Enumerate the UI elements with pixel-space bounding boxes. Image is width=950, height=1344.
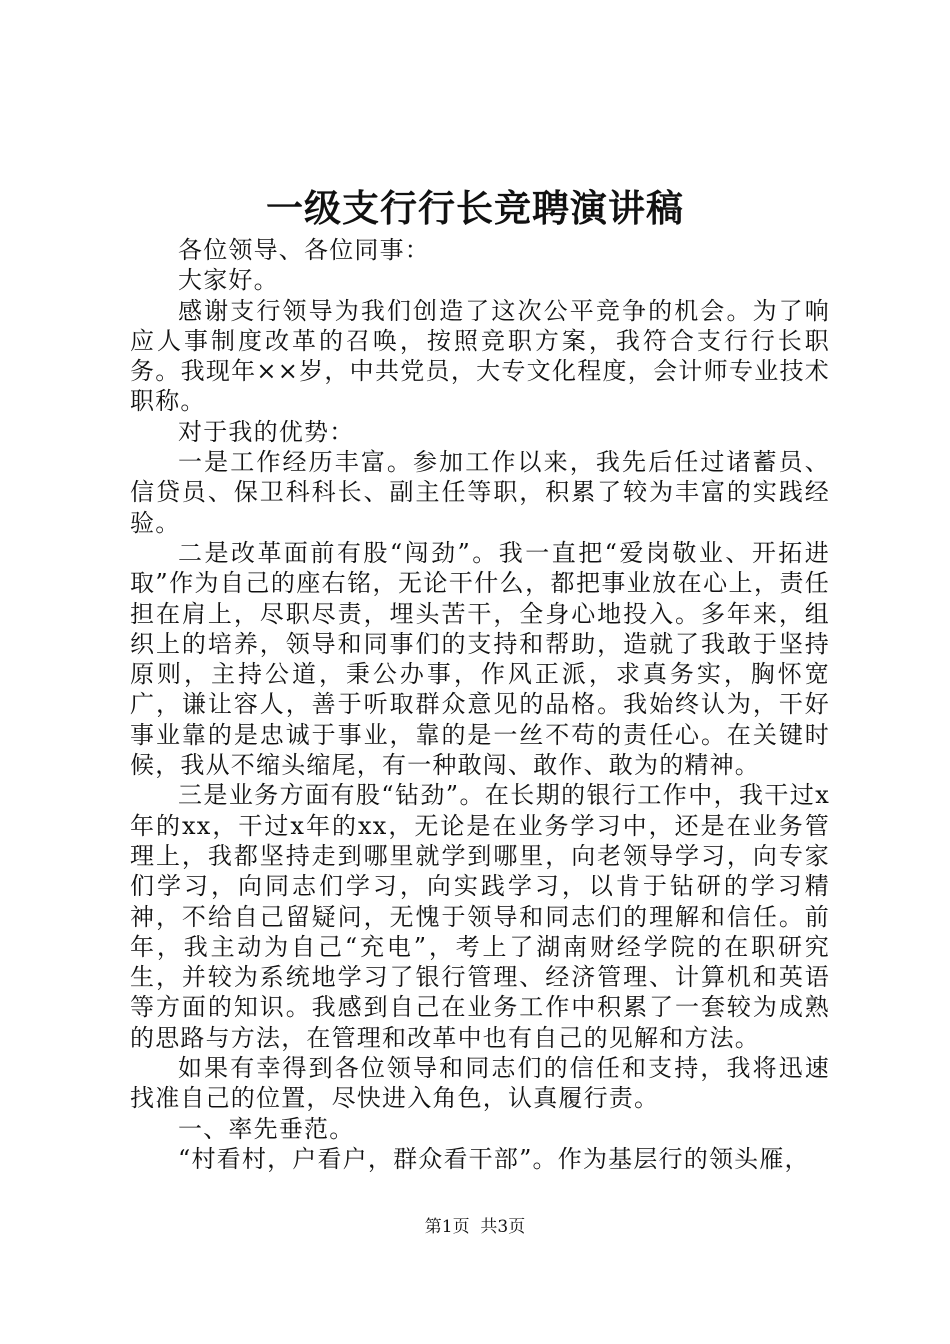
paragraph-advantage-two: 二是改革面前有股“闯劲”。我一直把“爱岗敬业、开拓进取”作为自己的座右铭，无论干什么，都把事业放在心上，责任担在肩上，尽职尽责，埋头苦干，全身心地投入。多年来，组织上的培养，领导和同事们的支持和帮助，造就了我敢于坚持原则，主持公道，秉公办事，作风正派，求真务实，胸怀宽广，谦让容人，善于听取群众意见的品格。我始终认为，干好事业靠的是忠诚于事业，靠的是一丝不苟的责任心。在关键时候，我从不缩头缩尾，有一种敢闯、敢作、敢为的精神。	[130, 538, 830, 780]
paragraph-commitment: 如果有幸得到各位领导和同志们的信任和支持，我将迅速找准自己的位置，尽快进入角色，认真履行责。	[130, 1054, 830, 1113]
paragraph-section-heading-one: 一、率先垂范。	[178, 1114, 355, 1143]
document-body	[130, 235, 830, 1174]
paragraph-section-one-text: “村看村，户看户，群众看干部”。作为基层行的领头雁，	[178, 1144, 810, 1173]
page-number: 第1页 共3页	[424, 1217, 526, 1237]
page-footer	[0, 1214, 950, 1240]
paragraph-greeting: 大家好。	[178, 266, 279, 295]
paragraph-advantage-one: 一是工作经历丰富。参加工作以来，我先后任过诸蓄员、信贷员、保卫科科长、副主任等职，积累了较为丰富的实践经验。	[130, 448, 830, 537]
paragraph-advantages-heading: 对于我的优势：	[178, 417, 355, 446]
paragraph-advantage-three: 三是业务方面有股“钻劲”。在长期的银行工作中，我干过x年的xx，干过x年的xx，无论是在业务学习中，还是在业务管理上，我都坚持走到哪里就学到哪里，向老领导学习，向专家们学习，向同志们学习，向实践学习，以肯于钻研的学习精神，不给自己留疑问，无愧于领导和同志们的理解和信任。前年，我主动为自己“充电”，考上了湖南财经学院的在职研究生，并较为系统地学习了银行管理、经济管理、计算机和英语等方面的知识。我感到自己在业务工作中积累了一套较为成熟的思路与方法，在管理和改革中也有自己的见解和方法。	[130, 781, 830, 1052]
paragraph-introduction: 感谢支行领导为我们创造了这次公平竞争的机会。为了响应人事制度改革的召唤，按照竞职方案，我符合支行行长职务。我现年××岁，中共党员，大专文化程度，会计师专业技术职称。	[130, 296, 830, 416]
paragraph-salutation: 各位领导、各位同事：	[178, 236, 430, 264]
document-title: 一级支行行长竞聘演讲稿	[266, 186, 684, 230]
